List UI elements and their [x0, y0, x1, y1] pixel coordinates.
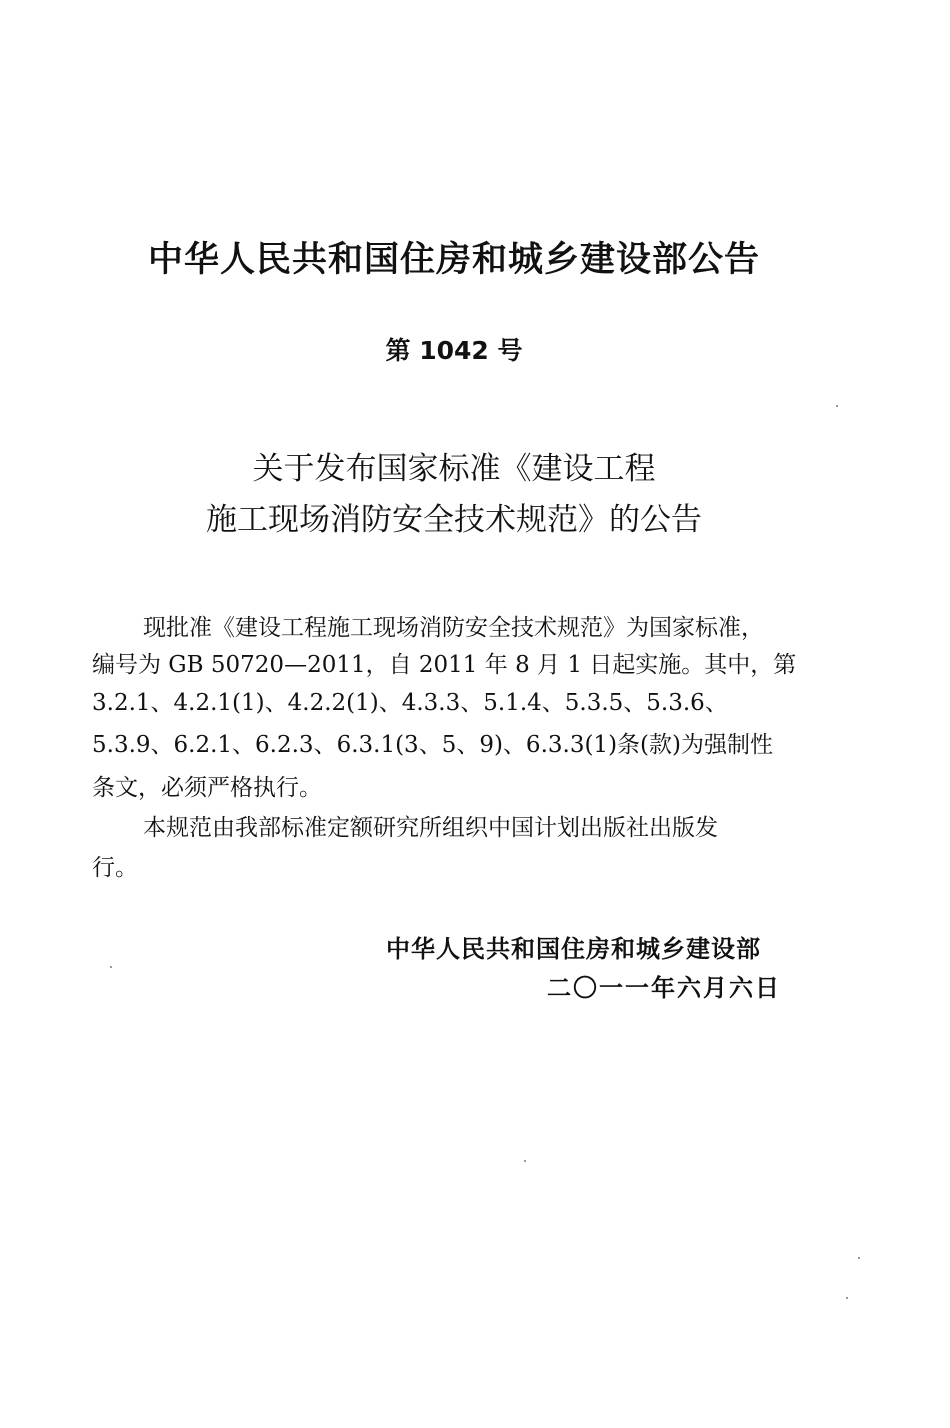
- body-line-5: 条文，必须严格执行。: [92, 775, 322, 801]
- body-line-7: 行。: [92, 855, 138, 881]
- scan-speck: [858, 1257, 860, 1259]
- scan-speck: [110, 966, 112, 968]
- subtitle-line-2: 施工现场消防安全技术规范》的公告: [206, 502, 702, 538]
- subtitle-line-1: 关于发布国家标准《建设工程: [252, 451, 656, 487]
- body-line-1: 现批准《建设工程施工现场消防安全技术规范》为国家标准，: [143, 615, 764, 641]
- body-line-6: 本规范由我部标准定额研究所组织中国计划出版社出版发: [143, 815, 718, 841]
- body-line-2: 编号为 GB 50720—2011，自 2011 年 8 月 1 日起实施。其中，第: [92, 652, 797, 678]
- announcement-title: 中华人民共和国住房和城乡建设部公告: [147, 240, 760, 280]
- scan-speck: [524, 1160, 526, 1162]
- scan-speck: [846, 1297, 848, 1299]
- body-line-4: 5.3.9、6.2.1、6.2.3、6.3.1(3、5、9)、6.3.3(1)条(款)为强制性: [92, 732, 773, 758]
- scan-speck: [836, 405, 838, 407]
- announcement-number: 第 1042 号: [385, 336, 523, 365]
- signature-organization: 中华人民共和国住房和城乡建设部: [386, 935, 761, 963]
- body-line-3: 3.2.1、4.2.1(1)、4.2.2(1)、4.3.3、5.1.4、5.3.5、5.3.6、: [92, 690, 728, 716]
- signature-date: 二〇一一年六月六日: [547, 974, 781, 1002]
